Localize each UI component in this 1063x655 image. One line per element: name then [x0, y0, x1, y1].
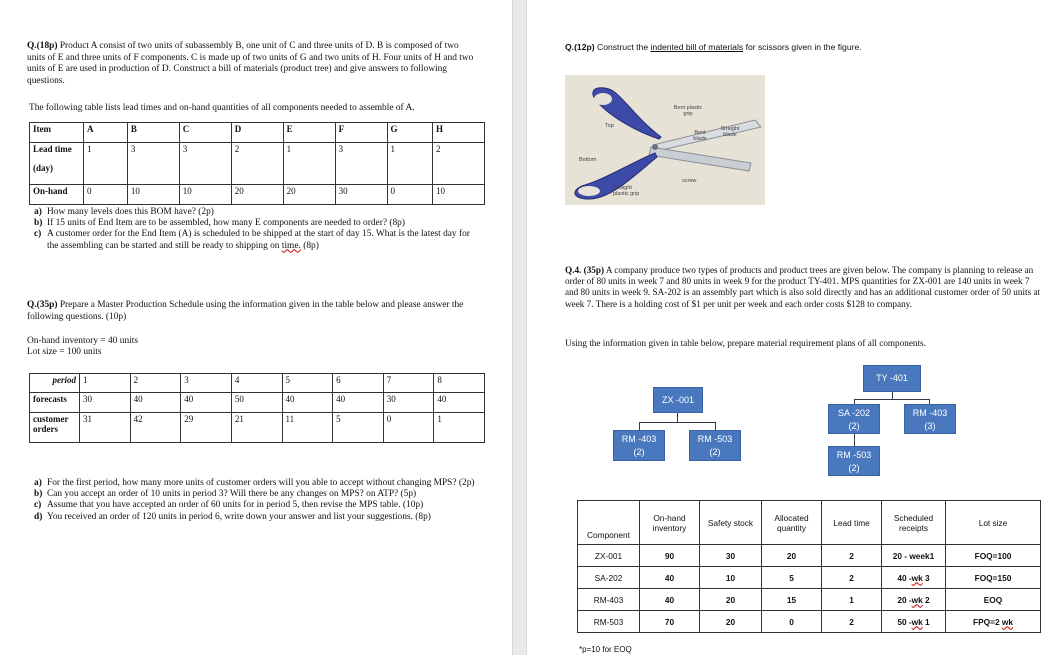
mrp-cell-allocated: 5 — [762, 567, 822, 589]
figure-label-straight-grip: Straight plastic grip — [613, 185, 640, 197]
mrp-lot-tail: wk — [1001, 616, 1013, 627]
tree-zx-root — [653, 387, 703, 413]
q2-question-text: Can you accept an order of 10 units in period 3? Will there be any changes on MPS? on ATP? (5p) — [47, 489, 417, 500]
tree-ty-root-label: TY -401 — [876, 373, 908, 383]
q2-paragraph — [27, 300, 477, 323]
q1-questions — [31, 207, 481, 252]
q1-header-cell: G — [387, 123, 433, 143]
q2-orders-label: customer — [33, 414, 69, 424]
mrp-scheduled-qty: 50 - — [897, 616, 912, 627]
tree-zx-child-rm503 — [689, 430, 741, 461]
mrp-header-text: inventory — [652, 522, 687, 533]
tree-node-qty: (2) — [709, 447, 721, 457]
mrp-cell-component: SA-202 — [578, 567, 640, 589]
mrp-scheduled-week: wk — [911, 616, 923, 627]
figure-label-bottom: Bottom — [579, 157, 597, 163]
figure-label-top: Top — [605, 123, 614, 129]
figure-label-bent-blade: Bent blade — [693, 130, 707, 142]
q1-lead-cell: 3 — [179, 143, 231, 185]
left-page — [0, 0, 512, 655]
q2-question-text: For the first period, how many more units of customer orders will you able to accept without changing MPS? (2p) — [47, 478, 475, 488]
q1-lead-cell: 2 — [433, 143, 485, 185]
mrp-row — [578, 545, 1041, 567]
mrp-cell-allocated: 15 — [762, 589, 822, 611]
mrp-cell-safety: 20 — [700, 611, 762, 633]
q1-lead-cell: 1 — [387, 143, 433, 185]
q2-orders-cell: 42 — [130, 413, 181, 443]
q2-orders-label-cell — [30, 413, 80, 443]
mrp-cell-onhand: 90 — [640, 545, 700, 567]
mrp-header-safety: Safety stock — [700, 501, 762, 545]
mrp-cell-allocated: 20 — [762, 545, 822, 567]
q1-table-header-row — [30, 123, 485, 143]
q2-orders-row — [30, 413, 485, 443]
q2-forecast-cell: 30 — [80, 393, 131, 413]
tree-connector — [639, 422, 716, 423]
mrp-cell-allocated: 0 — [762, 611, 822, 633]
q2-question-label: c) — [34, 500, 42, 511]
q2-orders-cell: 0 — [383, 413, 434, 443]
mrp-row — [578, 589, 1041, 611]
q1-onhand-cell: 0 — [84, 185, 128, 205]
q1-question — [31, 207, 481, 218]
q1-table-lead-row — [30, 143, 485, 185]
tree-ty-root — [863, 365, 921, 392]
right-page — [527, 0, 1063, 655]
tree-ty-child-rm403 — [904, 404, 956, 434]
q2-orders-cell: 31 — [80, 413, 131, 443]
q1-question-tail: time. — [281, 240, 301, 251]
mrp-header-row — [578, 501, 1041, 545]
mrp-scheduled-num: 1 — [922, 616, 930, 627]
mrp-cell-component: ZX-001 — [578, 545, 640, 567]
q1-lead-cell: 3 — [335, 143, 387, 185]
mrp-cell-component: RM-403 — [578, 589, 640, 611]
mrp-cell-scheduled — [882, 611, 946, 633]
screw-shape — [652, 144, 658, 150]
mrp-cell-scheduled — [882, 589, 946, 611]
tree-ty-child-sa202 — [828, 404, 880, 434]
q2-forecast-cell: 40 — [181, 393, 232, 413]
mrp-cell-lead: 1 — [822, 589, 882, 611]
q2-period-label: period — [30, 374, 80, 393]
q2-question — [31, 500, 481, 511]
q2-forecast-cell: 40 — [434, 393, 485, 413]
q1-question-text: A customer order for the End Item (A) is scheduled to be shipped at the start of day 15. What is the latest day for the assembling can be started and still be ready to shipping on — [47, 229, 470, 251]
tree-connector — [892, 392, 893, 399]
mrp-cell-component: RM-503 — [578, 611, 640, 633]
q4-text: A company produce two types of products and product trees are given below. The company is planning to release an order of 80 units in week 7 and 80 units in week 9 for the product TY-401. MPS quantities for ZX-001 are 140 units in week 7 and 80 units in week 9. SA-202 is an assembly part which is also sold directly and has an additional customer order of 50 units at week 7. There is a holding cost of $1 per unit per week and each order costs $128 to company. — [565, 265, 1041, 309]
mrp-scheduled-num: 2 — [922, 594, 930, 605]
mrp-cell-lot: FOQ=150 — [946, 567, 1041, 589]
mrp-cell-lot — [946, 611, 1041, 633]
q4-instruction: Using the information given in table below, prepare material requirement plans of all components. — [565, 338, 926, 348]
q2-label: Q.(35p) — [27, 300, 58, 310]
q2-question — [31, 478, 481, 489]
mrp-cell-lead: 2 — [822, 567, 882, 589]
mrp-scheduled-qty: 40 - — [897, 572, 912, 583]
q2-question-text: You received an order of 120 units in period 6, write down your answer and list your suggestions. (8p) — [47, 511, 431, 522]
mrp-header-text: Allocated — [774, 512, 809, 523]
tree-connector — [715, 422, 716, 430]
mrp-cell-scheduled — [882, 567, 946, 589]
q1-header-cell: F — [335, 123, 387, 143]
mrp-cell-safety: 30 — [700, 545, 762, 567]
q2-forecast-cell: 40 — [282, 393, 333, 413]
q2-orders-cell: 29 — [181, 413, 232, 443]
q2-lot-size: Lot size = 100 units — [27, 347, 102, 357]
tree-node-qty: (2) — [848, 463, 860, 473]
q2-period-cell: 6 — [333, 374, 384, 393]
q2-forecast-cell: 40 — [130, 393, 181, 413]
tree-connector — [639, 422, 640, 430]
mrp-header-component: Component — [578, 501, 640, 545]
q2-forecast-cell: 40 — [333, 393, 384, 413]
tree-node-qty: (2) — [848, 421, 860, 431]
mrp-cell-onhand: 70 — [640, 611, 700, 633]
q1-onhand-cell: 10 — [127, 185, 179, 205]
mrp-cell-onhand: 40 — [640, 589, 700, 611]
q2-period-cell: 2 — [130, 374, 181, 393]
q1-question-text: If 15 units of End Item are to be assembled, how many E components are needed to order? (8p) — [47, 218, 405, 229]
q2-period-cell: 8 — [434, 374, 485, 393]
q2-period-row — [30, 374, 485, 393]
tree-connector — [854, 434, 855, 446]
q1-onhand-label: On-hand — [30, 185, 84, 205]
q1-question — [31, 229, 481, 251]
q1-table-intro: The following table lists lead times and on-hand quantities of all components needed to assemble of A. — [29, 103, 415, 113]
q2-question — [31, 489, 481, 500]
q2-question — [31, 512, 481, 523]
figure-label-straight-blade: Straight blade — [720, 126, 740, 138]
mrp-scheduled-week: week1 — [909, 550, 935, 561]
q1-paragraph — [27, 41, 477, 87]
q2-inventory: On-hand inventory = 40 units — [27, 336, 139, 346]
q1-header-item: Item — [30, 123, 84, 143]
mrp-header-text: Scheduled — [893, 512, 934, 523]
q1-label: Q.(18p) — [27, 41, 58, 51]
figure-label-bent-grip: Bent plastic grip — [673, 105, 703, 117]
mrp-cell-lot: EOQ — [946, 589, 1041, 611]
mrp-cell-safety: 20 — [700, 589, 762, 611]
tree-node-name: RM -503 — [697, 434, 733, 444]
tree-zx-root-label: ZX -001 — [661, 395, 694, 405]
q2-orders-cell: 11 — [282, 413, 333, 443]
mrp-cell-lot: FOQ=100 — [946, 545, 1041, 567]
mrp-scheduled-qty: 20 - — [897, 594, 912, 605]
tree-node-name: RM -503 — [836, 450, 872, 460]
q1-question-text: How many levels does this BOM have? (2p) — [47, 207, 214, 217]
tree-node-name: SA -202 — [837, 408, 871, 418]
tree-connector — [677, 413, 678, 422]
q1-onhand-cell: 10 — [179, 185, 231, 205]
mrp-row — [578, 567, 1041, 589]
q1-onhand-cell: 30 — [335, 185, 387, 205]
q2-forecast-cell: 50 — [231, 393, 282, 413]
top-grip-hole — [594, 93, 612, 105]
q1-table — [29, 122, 485, 205]
mrp-header-onhand — [640, 501, 700, 545]
q3-label: Q.(12p) — [565, 42, 595, 52]
q4-label: Q.4. (35p) — [565, 265, 605, 275]
bent-blade-shape — [649, 147, 751, 171]
tree-connector — [854, 399, 930, 400]
q1-onhand-cell: 20 — [283, 185, 335, 205]
tree-node-qty: (3) — [924, 421, 936, 431]
q1-lead-cell: 1 — [84, 143, 128, 185]
page-gutter — [512, 0, 527, 655]
tree-ty-grandchild-rm503 — [828, 446, 880, 476]
indented-bom-link[interactable]: indented bill of materials — [650, 42, 744, 52]
mrp-header-lot: Lot size — [946, 501, 1041, 545]
q2-orders-label: orders — [33, 424, 58, 434]
q1-table-onhand-row — [30, 185, 485, 205]
q2-period-cell: 7 — [383, 374, 434, 393]
mrp-scheduled-qty: 20 - — [892, 550, 910, 561]
q2-questions — [31, 478, 481, 523]
q1-question-points: (8p) — [300, 240, 319, 251]
mrp-footnote: *p=10 for EOQ — [579, 645, 632, 654]
q2-orders-cell: 1 — [434, 413, 485, 443]
mrp-lot-main: FPQ=2 — [973, 616, 1002, 627]
q1-header-cell: B — [127, 123, 179, 143]
q1-header-cell: H — [433, 123, 485, 143]
mrp-header-text: quantity — [776, 522, 807, 533]
mrp-header-text: On-hand — [653, 512, 686, 523]
q1-question — [31, 218, 481, 229]
q1-lead-cell: 1 — [283, 143, 335, 185]
mrp-cell-lead: 2 — [822, 611, 882, 633]
q2-question-label: d) — [34, 511, 43, 522]
q2-period-cell: 4 — [231, 374, 282, 393]
mrp-data-table — [577, 500, 1041, 633]
q1-header-cell: C — [179, 123, 231, 143]
q1-onhand-cell: 0 — [387, 185, 433, 205]
q2-text: Prepare a Master Production Schedule using the information given in the table below and please answer the following questions. (10p) — [27, 300, 464, 322]
q3-text: for scissors given in the figure. — [743, 42, 862, 52]
q1-header-cell: E — [283, 123, 335, 143]
tree-zx-child-rm403 — [613, 430, 665, 461]
scissors-illustration — [565, 75, 765, 205]
bottom-grip-hole — [578, 186, 600, 196]
q1-question-label: a) — [34, 207, 42, 217]
q1-onhand-cell: 20 — [231, 185, 283, 205]
q1-onhand-cell: 10 — [433, 185, 485, 205]
mrp-cell-lead: 2 — [822, 545, 882, 567]
q1-lead-label-cell — [30, 143, 84, 185]
q2-period-cell: 1 — [80, 374, 131, 393]
q1-lead-cell: 3 — [127, 143, 179, 185]
scissors-figure — [565, 75, 765, 205]
q2-period-cell: 3 — [181, 374, 232, 393]
tree-node-qty: (2) — [633, 447, 645, 457]
mrp-scheduled-week: wk — [911, 572, 923, 583]
q2-forecast-row — [30, 393, 485, 413]
q3-paragraph — [565, 42, 1045, 52]
q2-orders-cell: 5 — [333, 413, 384, 443]
mrp-header-text: receipts — [898, 522, 929, 533]
mrp-header-scheduled — [882, 501, 946, 545]
mrp-cell-onhand: 40 — [640, 567, 700, 589]
q1-header-cell: D — [231, 123, 283, 143]
q3-text: Construct the — [594, 42, 651, 52]
q2-orders-cell: 21 — [231, 413, 282, 443]
q1-lead-unit: (day) — [33, 163, 53, 173]
tree-node-name: RM -403 — [621, 434, 657, 444]
q2-period-cell: 5 — [282, 374, 333, 393]
q1-question-label: c) — [34, 229, 42, 240]
mrp-header-allocated — [762, 501, 822, 545]
q1-text: Product A consist of two units of subassembly B, one unit of C and three units of D. B is composed of two units of E and three units of F components. C is made up of two units of G and two units of H. Four units of H and two units of E are used in production of D. Construct a bill of materials (product tree) and give answers to following questions. — [27, 41, 474, 86]
q1-lead-label: Lead time — [33, 144, 72, 154]
q2-question-label: b) — [34, 489, 43, 500]
figure-label-screw: screw — [682, 178, 697, 184]
mrp-header-lead: Lead time — [822, 501, 882, 545]
mrp-cell-scheduled — [882, 545, 946, 567]
q2-forecast-cell: 30 — [383, 393, 434, 413]
mrp-scheduled-num: 3 — [922, 572, 930, 583]
q2-table — [29, 373, 485, 443]
q2-question-label: a) — [34, 478, 42, 488]
mrp-row — [578, 611, 1041, 633]
mrp-scheduled-week: wk — [911, 594, 923, 605]
q1-lead-cell: 2 — [231, 143, 283, 185]
q2-question-text: Assume that you have accepted an order of 60 units for in period 5, then revise the MPS table. (10p) — [47, 500, 424, 511]
q1-header-cell: A — [84, 123, 128, 143]
tree-node-name: RM -403 — [912, 408, 948, 418]
q4-paragraph — [565, 265, 1043, 310]
q2-forecast-label: forecasts — [30, 393, 80, 413]
mrp-cell-safety: 10 — [700, 567, 762, 589]
q1-question-label: b) — [34, 218, 43, 229]
